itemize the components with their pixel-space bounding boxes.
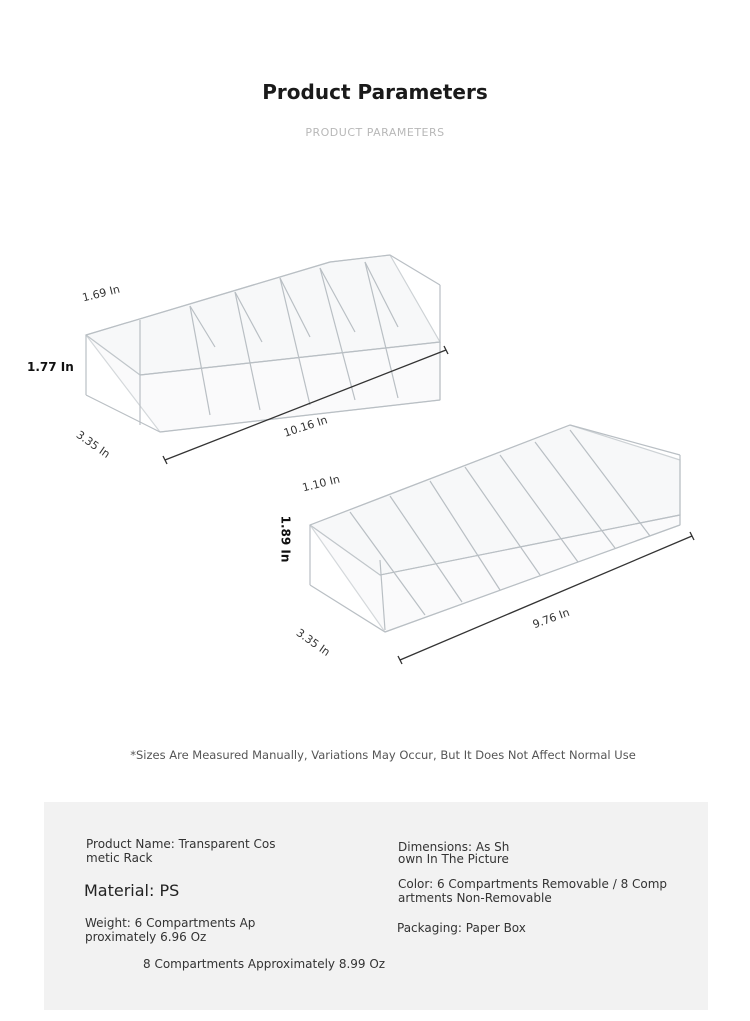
color-line1: Color: 6 Compartments Removable / 8 Comp: [398, 877, 668, 891]
color-line2: artments Non-Removable: [398, 891, 552, 905]
rack-eight-length-label: 9.76 In: [530, 605, 572, 632]
rack-eight-width-label: 3.35 In: [293, 626, 333, 659]
rack-eight-depth-label: 1.10 In: [300, 472, 342, 495]
weight-line2: proximately 6.96 Oz: [85, 930, 207, 944]
product-name-line2: metic Rack: [86, 851, 153, 865]
rack-six-compartments: [86, 255, 440, 432]
dimensions-line2: own In The Picture: [398, 852, 509, 866]
rack-six-depth-label: 1.69 In: [80, 282, 122, 305]
rack-six-length-label: 10.16 In: [282, 413, 330, 440]
page-title: Product Parameters: [262, 80, 488, 104]
rack-six-height-label: 1.77 In: [27, 360, 74, 374]
measurement-note: *Sizes Are Measured Manually, Variations May Occur, But It Does Not Affect Normal Use: [130, 748, 636, 762]
faded-subtitle: PRODUCT PARAMETERS: [305, 126, 445, 139]
weight-line1: Weight: 6 Compartments Ap: [85, 916, 256, 930]
rack-six-width-label: 3.35 In: [73, 428, 113, 461]
material-text: Material: PS: [84, 881, 180, 900]
packaging-text: Packaging: Paper Box: [397, 921, 526, 935]
weight-line3: 8 Compartments Approximately 8.99 Oz: [143, 957, 386, 971]
spec-panel: [44, 802, 708, 1010]
rack-eight-compartments: [310, 425, 680, 632]
dimensions-line1: Dimensions: As Sh: [398, 840, 510, 854]
product-name-line1: Product Name: Transparent Cos: [86, 837, 276, 851]
rack-eight-height-label: 1.89 In: [278, 515, 293, 563]
